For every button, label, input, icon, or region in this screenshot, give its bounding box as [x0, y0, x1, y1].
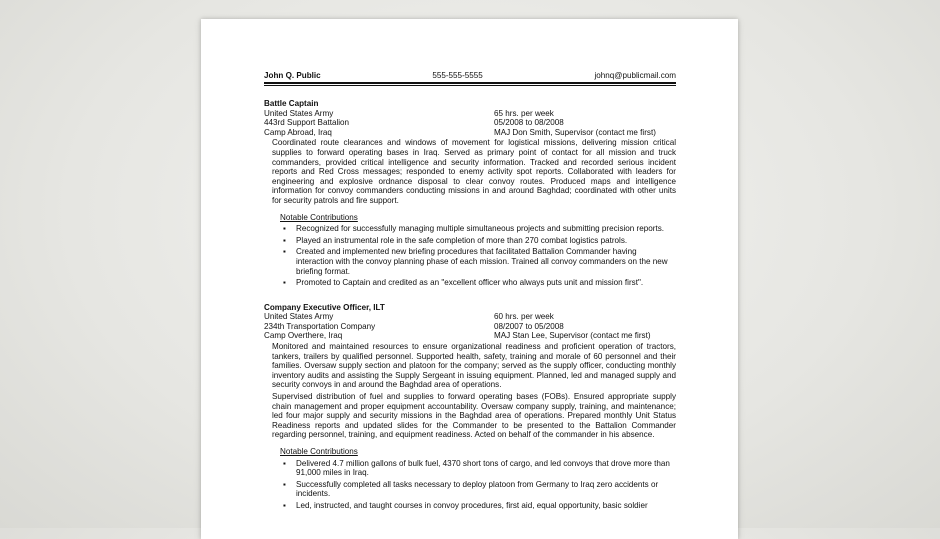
job-dates: 05/2008 to 08/2008: [494, 118, 564, 128]
contribution-item: ▪ Created and implemented new briefing procedures that facilitated Battalion Commander having interaction with the convoy planning phase of each mission. Trained all convoy commanders on the new briefing format.: [296, 247, 676, 276]
contributions-list: [264, 459, 676, 511]
applicant-phone: 555-555-5555: [432, 71, 483, 81]
contribution-item: ▪ Delivered 4.7 million gallons of bulk fuel, 4370 short tons of cargo, and led convoys that drove more than 91,000 miles in Iraq.: [296, 459, 676, 478]
contribution-item: ▪ Played an instrumental role in the safe completion of more than 270 combat logistics patrols.: [296, 236, 676, 246]
contribution-item: ▪ Promoted to Captain and credited as an "excellent officer who always puts unit and mission first".: [296, 278, 676, 288]
contribution-item: ▪ Successfully completed all tasks necessary to deploy platoon from Germany to Iraq zero accidents or incidents.: [296, 480, 676, 499]
job-meta-row: [264, 118, 676, 128]
job-description: [272, 342, 676, 440]
job-unit: 443rd Support Battalion: [264, 118, 350, 128]
job-employer: United States Army: [264, 108, 334, 118]
job-description-paragraph: Supervised distribution of fuel and supplies to forward operating bases (FOBs). Ensured appropriate supply chain management and proper equipment accountability. Oversaw company supply, training, and maintenance; led four major supply and security missions in the Baghdad area of operations. Prepared monthly Unit Status Readiness reports and updated slides for the Commander to be presented to the Battalion Commander regarding personnel, training, and equipment readiness. Acted on behalf of the commander in his absence.: [272, 392, 676, 440]
resume-page: [201, 19, 738, 539]
resume-content: [264, 70, 676, 513]
job-hours: 60 hrs. per week: [494, 312, 554, 322]
job-supervisor: MAJ Don Smith, Supervisor (contact me first): [494, 127, 656, 137]
applicant-email: johnq@publicmail.com: [594, 71, 676, 81]
resume-header: [264, 70, 676, 81]
job-description-paragraph: Coordinated route clearances and windows of movement for logistical missions, delivering mission critical supplies to forward operating bases in Iraq. Served as primary point of contact for all mission and truck commanders, provided critical intelligence and security information. Tracked and recorded serious incident reports and Red Cross messages; responded to enemy activity spot reports. Collaborated with leaders for engineering and explosive ordnance disposal to clear convoy routes. Produced maps and intelligence information for convoy commanders conducting missions in and around Baghdad; coordinated with other units for security patrols and fire support.: [272, 138, 676, 205]
job-description: [272, 138, 676, 205]
job-meta-row: [264, 331, 676, 341]
job-meta-row: [264, 109, 676, 119]
applicant-name: John Q. Public: [264, 71, 321, 81]
job-entry-executive-officer: [264, 303, 676, 511]
job-supervisor: MAJ Stan Lee, Supervisor (contact me first): [494, 331, 651, 341]
job-title: Battle Captain: [264, 99, 319, 108]
job-meta-row: [264, 312, 676, 322]
contribution-item: ▪ Recognized for successfully managing multiple simultaneous projects and submitting precision reports.: [296, 224, 676, 234]
job-location: Camp Abroad, Iraq: [264, 127, 332, 137]
job-description-paragraph: Monitored and maintained resources to ensure organizational readiness and proficient operation of tractors, tankers, trailers by qualified personnel. Supported health, safety, training and morale of 60 personnel and their families. Oversaw supply section and platoon for the company; served as the supply officer, conducting monthly inventory audits and assisting the Supply Sergeant in issuing equipment. Planned, led and managed supply and security convoys in and around the Baghdad area of operations.: [272, 342, 676, 390]
header-divider-thin: [264, 85, 676, 86]
contribution-item: ▪ Led, instructed, and taught courses in convoy procedures, first aid, equal opportunity, basic soldier: [296, 501, 676, 511]
job-unit: 234th Transportation Company: [264, 321, 376, 331]
contributions-heading: Notable Contributions: [280, 447, 358, 456]
job-meta-row: [264, 322, 676, 332]
job-meta-row: [264, 128, 676, 138]
job-employer: United States Army: [264, 312, 334, 322]
job-dates: 08/2007 to 05/2008: [494, 321, 564, 331]
contributions-heading: Notable Contributions: [280, 212, 358, 222]
job-title: Company Executive Officer, ILT: [264, 302, 385, 312]
contributions-list: [264, 224, 676, 288]
job-hours: 65 hrs. per week: [494, 108, 554, 118]
job-location: Camp Overthere, Iraq: [264, 331, 343, 341]
header-divider-thick: [264, 82, 676, 84]
job-entry-battle-captain: [264, 99, 676, 288]
